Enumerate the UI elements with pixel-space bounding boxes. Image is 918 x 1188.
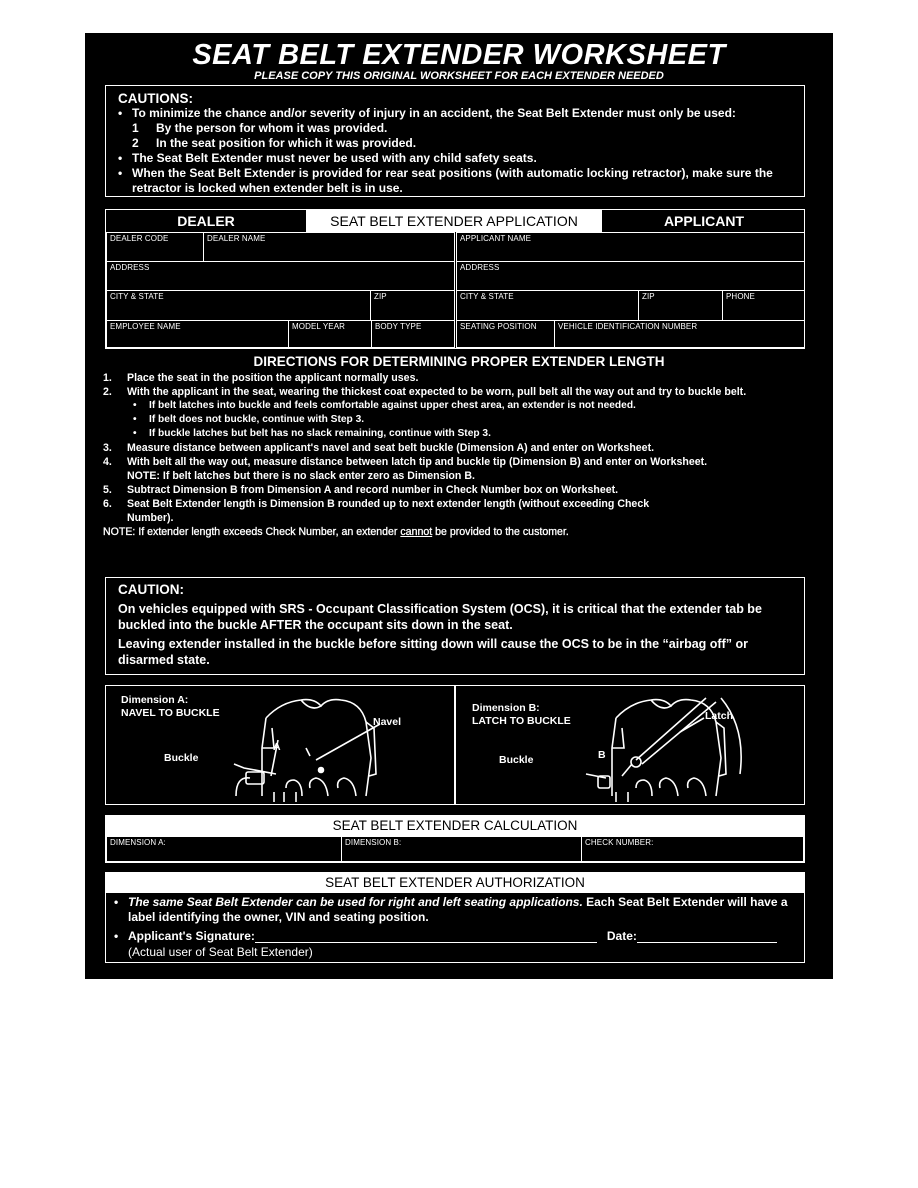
dimension-a-label: Dimension A: NAVEL TO BUCKLE (121, 694, 220, 719)
dimension-b-field[interactable]: DIMENSION B: (341, 836, 582, 862)
applicant-city-state-field[interactable]: CITY & STATE (456, 290, 639, 321)
dealer-city-state-field[interactable]: CITY & STATE (106, 290, 371, 321)
directions-title: DIRECTIONS FOR DETERMINING PROPER EXTENDER LENGTH (253, 354, 665, 369)
dimension-b-letter: B (598, 749, 606, 761)
dimension-diagrams (105, 685, 805, 805)
direction-step-2: 2. With the applicant in the seat, wearing the thickest coat expected to be worn, pull belt all the way out and try to buckle belt. (103, 386, 747, 398)
application-header: SEAT BELT EXTENDER APPLICATION (306, 210, 602, 232)
navel-label: Navel (373, 716, 402, 728)
cautions-box (105, 85, 805, 197)
ocs-caution-p2: Leaving extender installed in the buckle before sitting down will cause the OCS to be in the “airbag off” or disarmed state. (118, 637, 748, 667)
direction-step-6: 6. Seat Belt Extender length is Dimension B rounded up to next extender length (without exceeding Check Number). (103, 498, 650, 524)
cautions-bullet-1: • To minimize the chance and/or severity of injury in an accident, the Seat Belt Extender must only be used: (118, 106, 792, 121)
check-number-field[interactable]: CHECK NUMBER: (581, 836, 804, 862)
dimension-a-letter: A (273, 741, 281, 753)
latch-label: Latch (705, 710, 734, 722)
direction-step-2c: • If buckle latches but belt has no slack remaining, continue with Step 3. (103, 427, 815, 441)
applicant-phone-field[interactable]: PHONE (722, 290, 805, 321)
signature-note: (Actual user of Seat Belt Extender) (128, 945, 313, 959)
cautions-bullet-2: • The Seat Belt Extender must never be used with any child safety seats. (118, 151, 792, 166)
ocs-caution-heading: CAUTION: (118, 582, 184, 597)
signature-row: • Applicant's Signature: Date: (114, 929, 794, 943)
authorization-title: SEAT BELT EXTENDER AUTHORIZATION (106, 873, 804, 893)
authorization-box (105, 872, 805, 963)
cautions-heading: CAUTIONS: (118, 91, 193, 106)
direction-step-4: 4. With belt all the way out, measure distance between latch tip and buckle tip (Dimension B) and enter on Worksheet. (103, 456, 708, 468)
page-title: SEAT BELT EXTENDER WORKSHEET (192, 39, 726, 71)
applicant-address-field[interactable]: ADDRESS (456, 261, 805, 291)
dimension-a-field[interactable]: DIMENSION A: (106, 836, 342, 862)
dealer-name-field[interactable]: DEALER NAME (203, 232, 455, 262)
date-label: Date: (606, 929, 637, 943)
direction-step-2b: • If belt does not buckle, continue with Step 3. (103, 413, 815, 427)
signature-line[interactable] (255, 930, 597, 943)
direction-step-3: 3. Measure distance between applicant's navel and seat belt buckle (Dimension A) and enter on Worksheet. (103, 442, 655, 454)
application-form (105, 209, 805, 349)
ocs-caution-box (105, 577, 805, 675)
seating-position-field[interactable]: SEATING POSITION (456, 320, 555, 348)
applicant-name-field[interactable]: APPLICANT NAME (456, 232, 805, 262)
buckle-label-b: Buckle (499, 754, 534, 766)
direction-step-4-note: NOTE: If belt latches but there is no slack enter zero as Dimension B. (127, 470, 475, 482)
dimension-b-illustration (576, 688, 796, 804)
direction-step-2a: • If belt latches into buckle and feels comfortable against upper chest area, an extender is not needed. (103, 399, 815, 413)
authorization-bullet-1: • The same Seat Belt Extender can be used for right and left seating applications. Each Seat Belt Extender will have a label identifying the owner, VIN and seating position. (114, 895, 788, 924)
calculation-box (105, 815, 805, 863)
body-type-field[interactable]: BODY TYPE (371, 320, 455, 348)
calculation-title: SEAT BELT EXTENDER CALCULATION (106, 816, 804, 836)
dealer-code-field[interactable]: DEALER CODE (106, 232, 204, 262)
applicant-zip-field[interactable]: ZIP (638, 290, 723, 321)
employee-name-field[interactable]: EMPLOYEE NAME (106, 320, 289, 348)
dealer-zip-field[interactable]: ZIP (370, 290, 455, 321)
dimension-b-label: Dimension B: LATCH TO BUCKLE (472, 702, 571, 727)
direction-step-1: 1. Place the seat in the position the applicant normally uses. (103, 372, 419, 384)
signature-label: Applicant's Signature: (128, 929, 255, 943)
directions-section (103, 355, 815, 539)
dealer-address-field[interactable]: ADDRESS (106, 261, 455, 291)
page-subtitle: PLEASE COPY THIS ORIGINAL WORKSHEET FOR EACH EXTENDER NEEDED (254, 70, 664, 82)
dealer-header: DEALER (177, 213, 235, 229)
worksheet (85, 33, 833, 979)
model-year-field[interactable]: MODEL YEAR (288, 320, 372, 348)
ocs-caution-p1: On vehicles equipped with SRS - Occupant Classification System (OCS), it is critical that the extender tab be buckled into the buckle AFTER the occupant sits down in the seat. (118, 602, 762, 632)
directions-note: NOTE: If extender length exceeds Check Number, an extender cannot be provided to the customer. (103, 526, 569, 538)
cautions-num-2: 2 In the seat position for which it was provided. (132, 136, 417, 150)
direction-step-5: 5. Subtract Dimension B from Dimension A and record number in Check Number box on Worksheet. (103, 484, 619, 496)
vin-field[interactable]: VEHICLE IDENTIFICATION NUMBER (554, 320, 805, 348)
buckle-label-a: Buckle (164, 752, 199, 764)
cautions-bullet-3: • When the Seat Belt Extender is provided for rear seat positions (with automatic locking retractor), make sure the retractor is locked when extender belt is in use. (118, 166, 792, 196)
cautions-num-1: 1 By the person for whom it was provided. (132, 121, 388, 135)
dimension-a-illustration (226, 688, 436, 804)
applicant-header: APPLICANT (663, 213, 745, 229)
date-line[interactable] (637, 930, 777, 943)
